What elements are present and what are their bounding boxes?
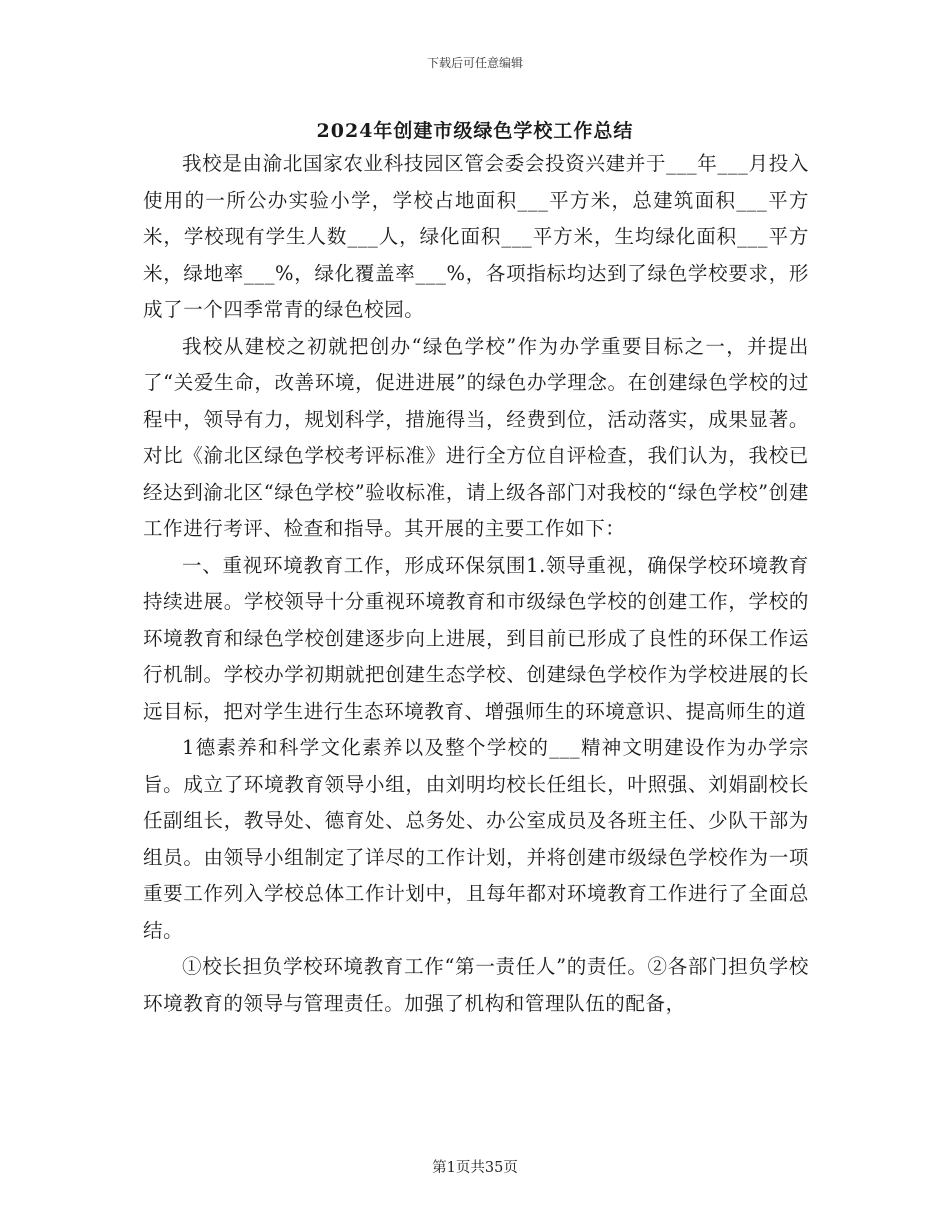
- page-footer: 第1页共35页: [432, 1160, 518, 1176]
- document-body: [143, 146, 809, 1022]
- paragraph-philosophy: 我校从建校之初就把创办“绿色学校”作为办学重要目标之一，并提出了“关爱生命，改善环境，促进进展”的绿色办学理念。在创建绿色学校的过程中，领导有力，规划科学，措施得当，经费到位，活动落实，成果显著。对比《渝北区绿色学校考评标准》进行全方位自评检查，我们认为，我校已经达到渝北区“绿色学校”验收标准，请上级各部门对我校的“绿色学校”创建工作进行考评、检查和指导。其开展的主要工作如下：: [143, 334, 809, 540]
- paragraph-responsibility: ①校长担负学校环境教育工作“第一责任人”的责任。②各部门担负学校环境教育的领导与管理责任。加强了机构和管理队伍的配备，: [143, 955, 809, 1015]
- paragraph-leadership-group: 1德素养和科学文化素养以及整个学校的___精神文明建设作为办学宗旨。成立了环境教育领导小组，由刘明均校长任组长，叶照强、刘娟副校长任副组长，教导处、德育处、总务处、办公室成员及各班主任、少队干部为组员。由领导小组制定了详尽的工作计划，并将创建市级绿色学校作为一项重要工作列入学校总体工作计划中，且每年都对环境教育工作进行了全面总结。: [143, 736, 809, 942]
- header-note: 下载后可任意编辑: [426, 56, 523, 70]
- paragraph-intro: 我校是由渝北国家农业科技园区管会委会投资兴建并于___年___月投入使用的一所公办实验小学，学校占地面积___平方米，总建筑面积___平方米，学校现有学生人数___人，绿化面积___平方米，生均绿化面积___平方米，绿地率___%，绿化覆盖率___%，各项指标均达到了绿色学校要求，形成了一个四季常青的绿色校园。: [143, 152, 809, 321]
- paragraph-section-one: 一、重视环境教育工作，形成环保氛围1.领导重视，确保学校环境教育持续进展。学校领导十分重视环境教育和市级绿色学校的创建工作，学校的环境教育和绿色学校创建逐步向上进展，到目前已形成了良性的环保工作运行机制。学校办学初期就把创建生态学校、创建绿色学校作为学校进展的长远目标，把对学生进行生态环境教育、增强师生的环境意识、提高师生的道: [143, 553, 809, 723]
- document-title: 2024年创建市级绿色学校工作总结: [316, 120, 634, 142]
